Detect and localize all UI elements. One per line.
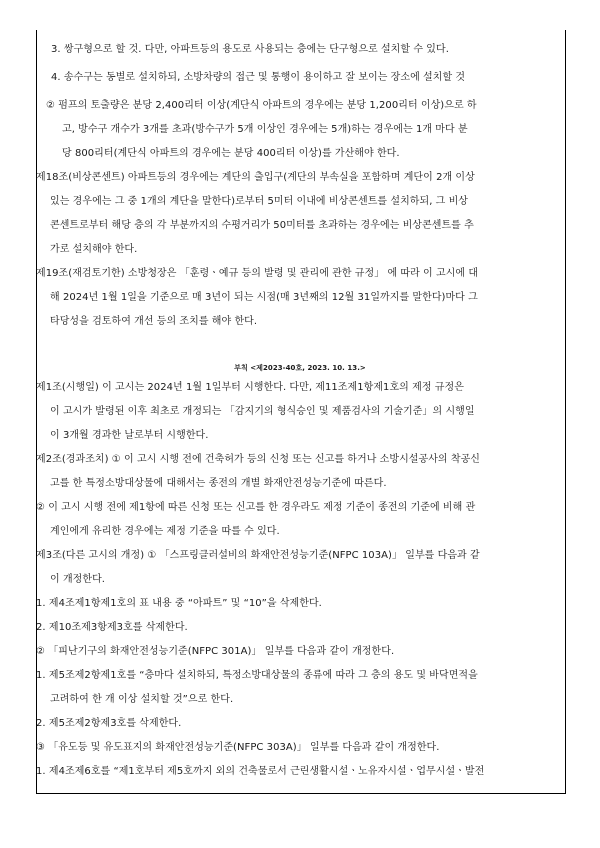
text-line: ② 이 고시 시행 전에 제1항에 따른 신청 또는 신고를 한 경우라도 제정 기준이 종전의 기준에 비해 관 (36, 502, 476, 513)
text-line: 있는 경우에는 그 중 1개의 계단을 말한다)로부터 5미터 이내에 비상콘센트를 설치하되, 그 비상 (50, 196, 469, 207)
text-line: 이 개정한다. (50, 574, 106, 585)
text-line: 2. 제10조제3항제3호를 삭제한다. (36, 622, 188, 633)
text-line: 2. 제5조제2항제3호를 삭제한다. (36, 718, 182, 729)
supplementary-heading: 부칙 <제2023-40호, 2023. 10. 13.> (234, 364, 366, 372)
article-18-line: 제18조(비상콘센트) 아파트등의 경우에는 계단의 출입구(계단의 부속실을 포함하며 계단이 2개 이상 (36, 172, 475, 183)
text-line: 해 2024년 1월 1일을 기준으로 매 3년이 되는 시점(매 3년째의 12월 31일까지를 말한다)마다 그 (50, 292, 478, 303)
article-19-line: 제19조(재검토기한) 소방청장은 「훈령ㆍ예규 등의 발령 및 관리에 관한 규정」 에 따라 이 고시에 대 (36, 268, 479, 279)
text-line: 고를 한 특정소방대상물에 대해서는 종전의 개별 화재안전성능기준에 따른다. (50, 478, 387, 489)
text-line: 당 800리터(계단식 아파트의 경우에는 분당 400리터 이상)를 가산해야 한다. (62, 148, 400, 159)
text-line: 3. 쌍구형으로 할 것. 다만, 아파트등의 용도로 사용되는 층에는 단구형으로 설치할 수 있다. (51, 44, 449, 55)
article-3-line: 제3조(다른 고시의 개정) ① 「스프링클러설비의 화재안전성능기준(NFPC 103A)」 일부를 다음과 같 (36, 550, 480, 561)
text-line: ② 펌프의 토출량은 분당 2,400리터 이상(계단식 아파트의 경우에는 분당 1,200리터 이상)으로 하 (46, 100, 477, 111)
text-line: 타당성을 검토하여 개선 등의 조치를 해야 한다. (50, 316, 258, 327)
article-2-line: 제2조(경과조치) ① 이 고시 시행 전에 건축허가 등의 신청 또는 신고를 하거나 소방시설공사의 착공신 (36, 454, 480, 465)
article-1-line: 제1조(시행일) 이 고시는 2024년 1월 1일부터 시행한다. 다만, 제11조제1항제1호의 제정 규정은 (36, 382, 464, 393)
text-line: 1. 제4조제1항제1호의 표 내용 중 “아파트” 및 “10”을 삭제한다. (36, 598, 322, 609)
text-line: 계인에게 유리한 경우에는 제정 기준을 따를 수 있다. (50, 526, 280, 537)
text-line: ③ 「유도등 및 유도표지의 화재안전성능기준(NFPC 303A)」 일부를 다음과 같이 개정한다. (36, 742, 440, 753)
text-line: ② 「피난기구의 화재안전성능기준(NFPC 301A)」 일부를 다음과 같이 개정한다. (36, 646, 395, 657)
text-line: 1. 제5조제2항제1호를 “층마다 설치하되, 특정소방대상물의 종류에 따라 그 층의 용도 및 바닥면적을 (36, 670, 478, 681)
text-line: 이 3개월 경과한 날로부터 시행한다. (50, 430, 209, 441)
text-line: 가로 설치해야 한다. (50, 244, 138, 255)
text-line: 고려하여 한 개 이상 설치할 것”으로 한다. (50, 694, 234, 705)
text-line: 고, 방수구 개수가 3개를 초과(방수구가 5개 이상인 경우에는 5개)하는 경우에는 1개 마다 분 (62, 124, 468, 135)
text-line: 4. 송수구는 동별로 설치하되, 소방차량의 접근 및 통행이 용이하고 잘 보이는 장소에 설치할 것 (51, 72, 466, 83)
text-line: 1. 제4조제6호를 “제1호부터 제5호까지 외의 건축물로서 근린생활시설ㆍ노유자시설ㆍ업무시설ㆍ발전 (36, 766, 485, 777)
text-line: 이 고시가 발령된 이후 최초로 개정되는 「감지기의 형식승인 및 제품검사의 기술기준」의 시행일 (50, 406, 475, 417)
text-line: 콘센트로부터 해당 층의 각 부분까지의 수평거리가 50미터를 초과하는 경우에는 비상콘센트를 추 (50, 220, 474, 231)
